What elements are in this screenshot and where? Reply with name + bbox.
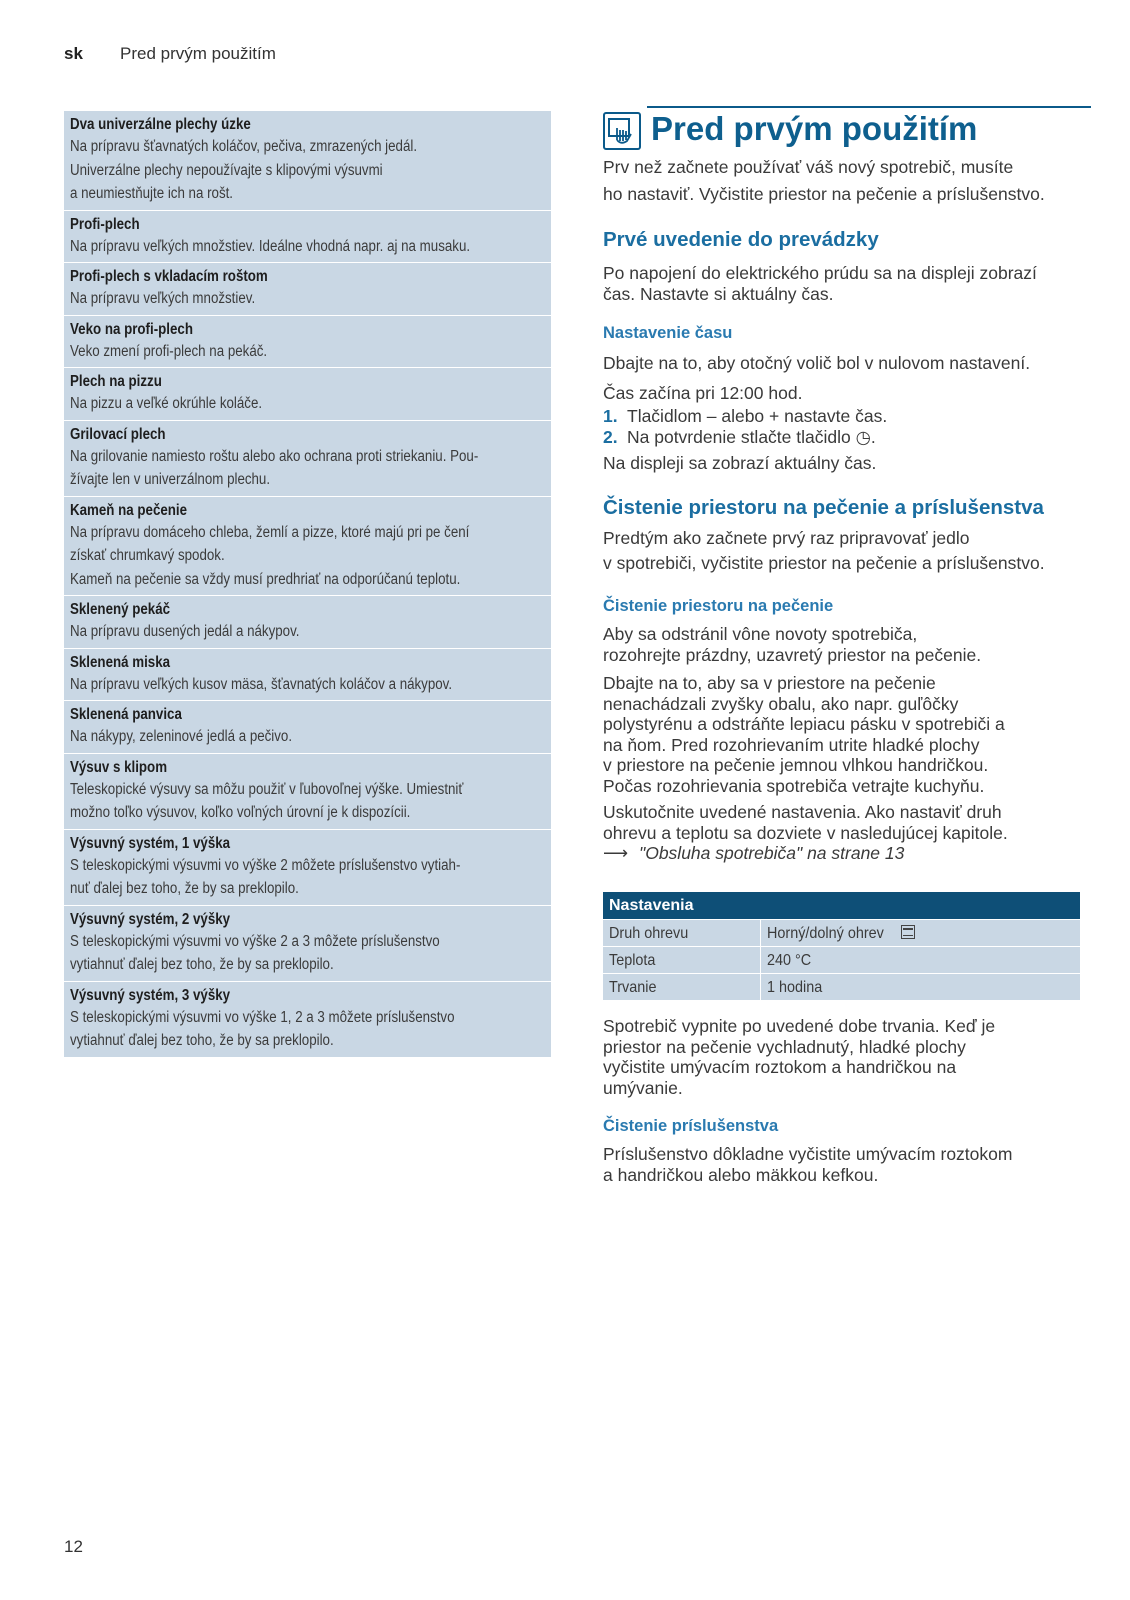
- accessory-row: [64, 316, 551, 369]
- time-paragraph-2: Čas začína pri 12:00 hod.: [603, 383, 803, 403]
- settings-row: [603, 946, 1080, 973]
- accessory-title: Sklenená miska: [70, 653, 171, 671]
- settings-row: [603, 919, 1080, 946]
- step-2: [603, 427, 1091, 448]
- accessory-description: Univerzálne plechy nepoužívajte s klipovými výsuvmi: [70, 161, 383, 179]
- text-line: polystyrénu a odstráňte lepiacu pásku v spotrebiči a: [603, 714, 1005, 734]
- accessory-title: Dva univerzálne plechy úzke: [70, 116, 251, 133]
- settings-table-header: Nastavenia: [603, 892, 1080, 919]
- accessory-row: [64, 368, 551, 421]
- accessory-description: S teleskopickými výsuvmi vo výške 2 môžete príslušenstvo vytiah-: [70, 856, 461, 874]
- accessory-table: [64, 111, 551, 1058]
- text-line: Aby sa odstránil vône novoty spotrebiča,: [603, 624, 918, 644]
- settings-table: [603, 892, 1080, 1000]
- text-line: Uskutočnite uvedené nastavenia. Ako nastaviť druh: [603, 802, 1002, 822]
- accessory-description: Teleskopické výsuvy sa môžu použiť v ľubovoľnej výške. Umiestniť: [70, 780, 464, 798]
- settings-value: 1 hodina: [767, 979, 823, 996]
- accessory-title: Výsuvný systém, 1 výška: [70, 834, 231, 852]
- hand-cleaning-icon: [603, 112, 641, 150]
- cleaning-paragraph-5: [603, 1144, 1091, 1186]
- accessory-description: žívajte len v univerzálnom plechu.: [70, 471, 271, 488]
- cleaning-paragraph-3: [603, 802, 1091, 844]
- step-1: [603, 406, 1091, 427]
- settings-value: Horný/dolný ohrev: [767, 925, 884, 942]
- accessory-description: Na prípravu veľkých kusov mäsa, šťavnatých koláčov a nákypov.: [70, 675, 453, 693]
- step-text: Tlačidlom ‒ alebo + nastavte čas.: [627, 406, 888, 426]
- accessory-description: Na prípravu veľkých množstiev. Ideálne vhodná napr. aj na musaku.: [70, 237, 471, 255]
- intro-line: ho nastaviť. Vyčistite priestor na pečenie a príslušenstvo.: [603, 184, 1045, 204]
- text-line: Dbajte na to, aby sa v priestore na pečenie: [603, 673, 936, 693]
- text-line: a handričkou alebo mäkkou kefkou.: [603, 1165, 879, 1185]
- accessory-description: získať chrumkavý spodok.: [70, 547, 225, 564]
- accessory-title: Sklenená panvica: [70, 706, 182, 723]
- accessory-description: vytiahnuť ďalej bez toho, že by sa preklopilo.: [70, 1032, 334, 1049]
- page-header: [64, 44, 276, 64]
- accessory-title: Výsuv s klipom: [70, 758, 168, 776]
- step-number: 2.: [603, 427, 618, 447]
- text-line: vyčistite umývacím roztokom a handričkou na: [603, 1057, 957, 1077]
- text-line: Spotrebič vypnite po uvedené dobe trvania. Keď je: [603, 1016, 996, 1036]
- text-line: ohrevu a teplotu sa dozviete v nasledujúcej kapitole.: [603, 823, 1008, 843]
- accessory-row: [64, 754, 551, 830]
- accessory-title: Veko na profi-plech: [70, 320, 193, 338]
- settings-label: Teplota: [609, 952, 656, 969]
- text-line: čas. Nastavte si aktuálny čas.: [603, 284, 834, 304]
- accessory-description: Kameň na pečenie sa vždy musí predhriať na odporúčanú teplotu.: [70, 570, 461, 588]
- arrow-right-icon: ⟶: [603, 843, 629, 863]
- accessory-description: nuť ďalej bez toho, že by sa preklopilo.: [70, 880, 299, 897]
- intro-line: Prv než začnete používať váš nový spotrebič, musíte: [603, 157, 1014, 177]
- accessory-description: možno toľko výsuvov, koľko voľných úrovní je k dispozícii.: [70, 804, 411, 821]
- heading-rule: [647, 106, 1091, 108]
- chapter-title: Pred prvým použitím: [651, 110, 978, 147]
- accessory-description: Na grilovanie namiesto roštu alebo ako ochrana proti striekaniu. Pou-: [70, 447, 479, 465]
- accessory-row: [64, 497, 551, 597]
- text-line: nenachádzali zvyšky obalu, ako napr. guľôčky: [603, 693, 959, 714]
- text-line: rozohrejte prázdny, uzavretý priestor na pečenie.: [603, 645, 982, 665]
- settings-label: Trvanie: [609, 979, 657, 996]
- cleaning-paragraph-1: [603, 624, 1091, 666]
- intro-paragraph: [603, 156, 1091, 205]
- text-line: Počas rozohrievania spotrebiča vetrajte kuchyňu.: [603, 775, 985, 796]
- accessory-description: Na pizzu a veľké okrúhle koláče.: [70, 395, 263, 412]
- accessory-title: Profi-plech s vkladacím roštom: [70, 268, 268, 285]
- accessory-row: [64, 111, 551, 211]
- accessory-description: Na prípravu dusených jedál a nákypov.: [70, 623, 300, 640]
- accessory-row: [64, 596, 551, 649]
- text-line: umývanie.: [603, 1077, 683, 1098]
- cross-reference[interactable]: [603, 843, 1091, 864]
- accessory-description: Na prípravu veľkých množstiev.: [70, 290, 256, 307]
- accessory-description: Na nákypy, zeleninové jedlá a pečivo.: [70, 728, 293, 745]
- language-code: sk: [64, 44, 83, 63]
- accessory-title: Plech na pizzu: [70, 373, 162, 390]
- subheading-cleaning-accessories: Čistenie príslušenstva: [603, 1117, 779, 1135]
- text-line: priestor na pečenie vychladnutý, hladké plochy: [603, 1036, 966, 1057]
- subheading-time: Nastavenie času: [603, 324, 733, 342]
- accessory-description: Veko zmení profi-plech na pekáč.: [70, 342, 268, 360]
- text-line: Príslušenstvo dôkladne vyčistite umývacím roztokom: [603, 1144, 1013, 1164]
- section-heading-cleaning: Čistenie priestoru na pečenie a príslušenstva: [603, 496, 1044, 519]
- settings-value: 240 °C: [767, 952, 812, 969]
- text-line: Po napojení do elektrického prúdu sa na displeji zobrazí: [603, 263, 1037, 283]
- step-number: 1.: [603, 406, 618, 426]
- cleaning-paragraph-4: [603, 1016, 1091, 1098]
- page-number: 12: [64, 1537, 83, 1556]
- header-title: Pred prvým použitím: [120, 44, 276, 63]
- chapter-heading: [603, 106, 1091, 154]
- text-line: Predtým ako začnete prvý raz pripravovať jedlo: [603, 528, 970, 548]
- accessory-description: Na prípravu domáceho chleba, žemlí a pizze, ktoré majú pri pe čení: [70, 523, 470, 541]
- time-paragraph-3: Na displeji sa zobrazí aktuálny čas.: [603, 453, 877, 473]
- accessory-row: [64, 830, 551, 906]
- accessory-row: [64, 263, 551, 316]
- step-text: Na potvrdenie stlačte tlačidlo ◷.: [627, 427, 876, 447]
- settings-row: [603, 973, 1080, 1000]
- accessory-description: S teleskopickými výsuvmi vo výške 2 a 3 môžete príslušenstvo: [70, 932, 440, 950]
- accessory-title: Profi-plech: [70, 215, 140, 233]
- text-line: na ňom. Pred rozohrievaním utrite hladké plochy: [603, 734, 980, 755]
- accessory-title: Sklenený pekáč: [70, 601, 171, 618]
- accessory-description: a neumiestňujte ich na rošt.: [70, 185, 234, 202]
- accessory-description: Na prípravu šťavnatých koláčov, pečiva, zmrazených jedál.: [70, 138, 418, 155]
- time-paragraph-1: Dbajte na to, aby otočný volič bol v nulovom nastavení.: [603, 353, 1031, 373]
- reference-link[interactable]: "Obsluha spotrebiča" na strane 13: [639, 843, 905, 863]
- accessory-title: Kameň na pečenie: [70, 501, 188, 519]
- text-line: v priestore na pečenie jemnou vlhkou handričkou.: [603, 755, 989, 775]
- accessory-title: Grilovací plech: [70, 425, 166, 443]
- accessory-description: vytiahnuť ďalej bez toho, že by sa preklopilo.: [70, 956, 334, 973]
- top-bottom-heat-icon: [901, 925, 915, 939]
- accessory-row: [64, 906, 551, 982]
- subheading-cleaning-oven: Čistenie priestoru na pečenie: [603, 597, 834, 615]
- cleaning-paragraph-2: [603, 673, 1091, 796]
- main-column: [603, 106, 1091, 1185]
- accessory-title: Výsuvný systém, 3 výšky: [70, 986, 231, 1004]
- accessory-row: [64, 701, 551, 754]
- text-line: v spotrebiči, vyčistite priestor na pečenie a príslušenstvo.: [603, 553, 1045, 573]
- section-heading-first-use: Prvé uvedenie do prevádzky: [603, 228, 879, 251]
- settings-label: Druh ohrevu: [609, 925, 689, 942]
- section1-text: [603, 263, 1091, 305]
- accessory-title: Výsuvný systém, 2 výšky: [70, 910, 231, 928]
- accessory-row: [64, 421, 551, 497]
- accessory-row: [64, 649, 551, 702]
- accessory-row: [64, 211, 551, 264]
- accessory-row: [64, 982, 551, 1058]
- accessory-description: S teleskopickými výsuvmi vo výške 1, 2 a 3 môžete príslušenstvo: [70, 1008, 455, 1026]
- section2-text: [603, 526, 1091, 576]
